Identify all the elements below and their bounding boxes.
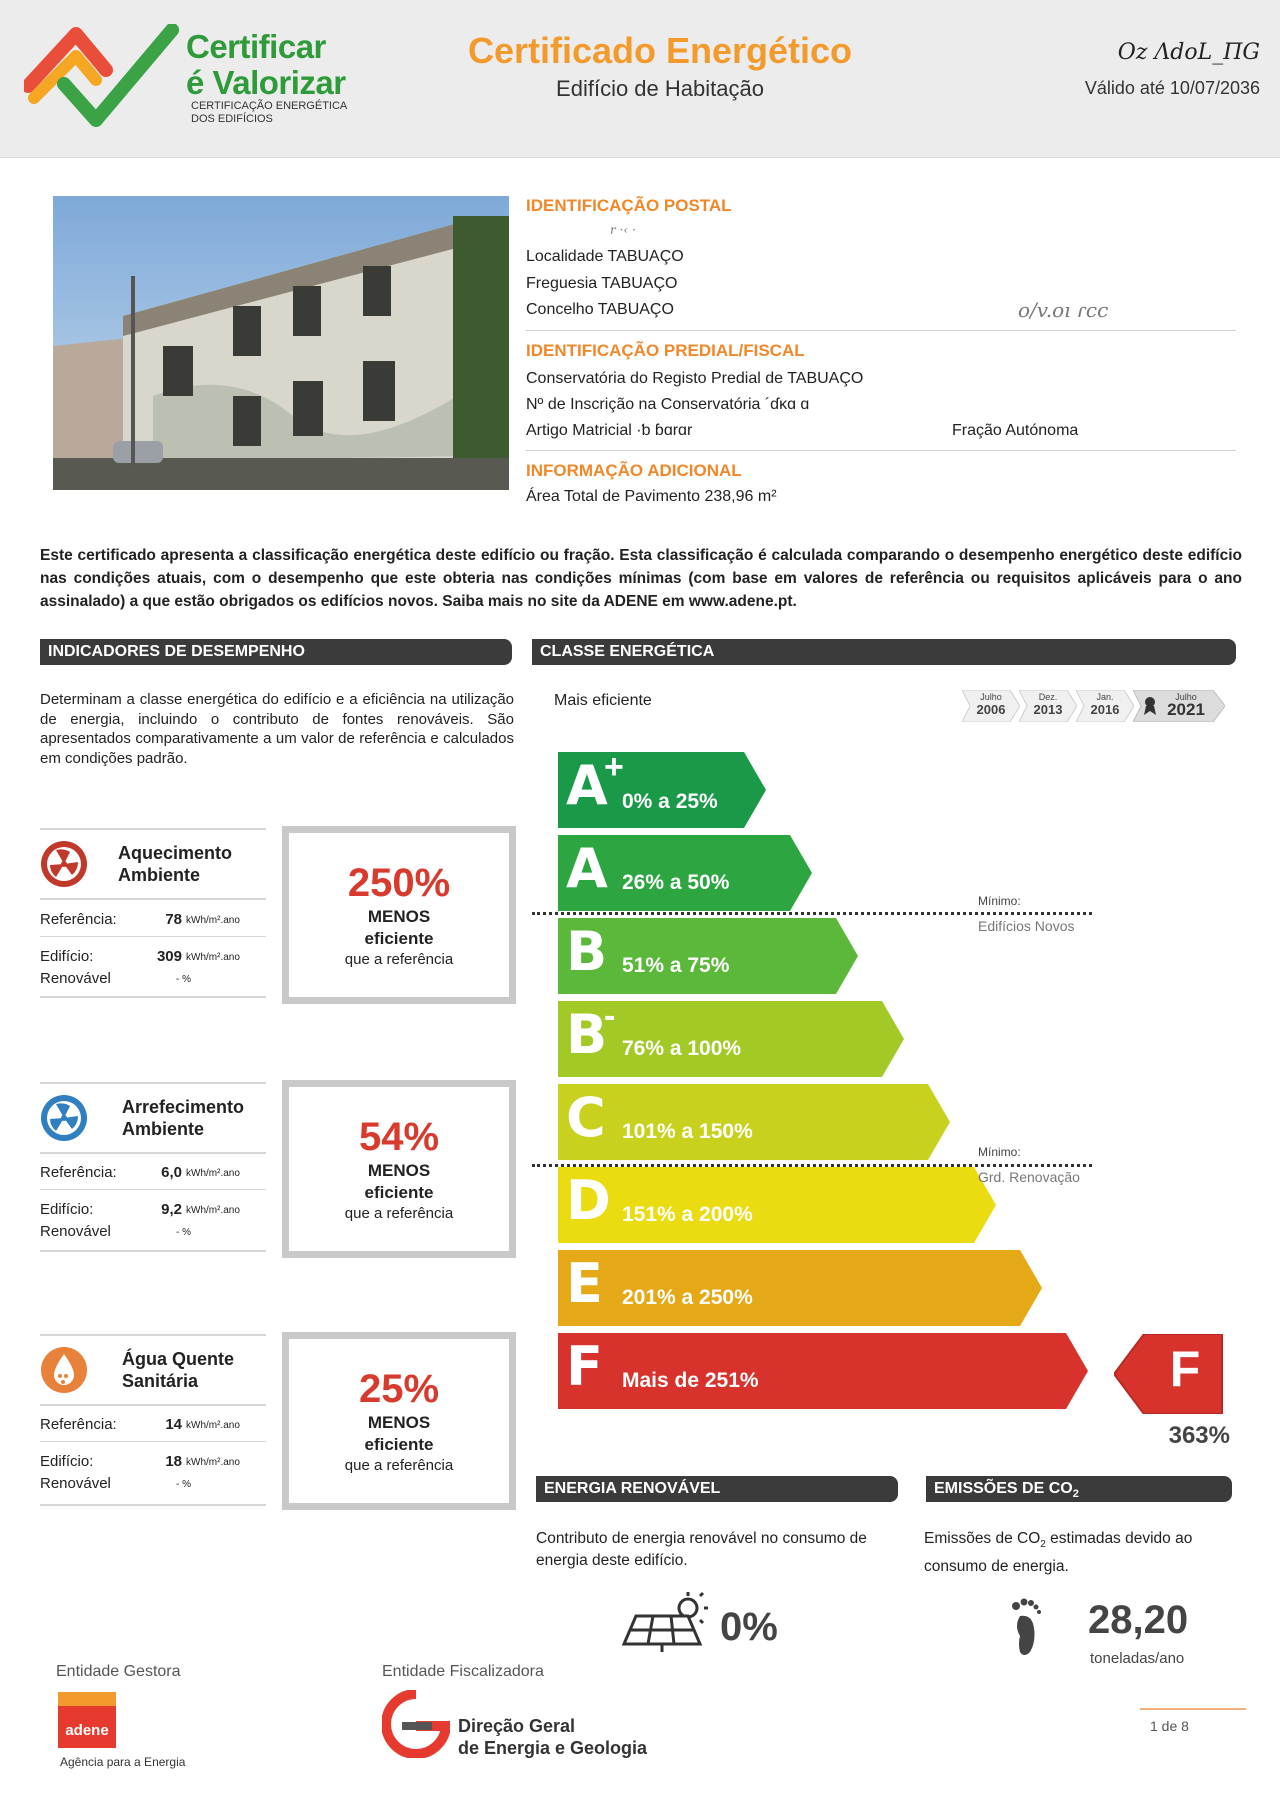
inscricao: Nº de Inscrição na Conservatória ´ɗĸɑ ɑ — [526, 396, 810, 413]
energy-class-range: 76% a 100% — [622, 1037, 742, 1060]
co2-unit: toneladas/ano — [1090, 1650, 1185, 1667]
certificate-number: Oz ΛdoL_ΠG — [1117, 40, 1260, 65]
gestora-label: Entidade Gestora — [56, 1663, 181, 1680]
artigo-matricial: Artigo Matricial ·ƅ ɓɑrɑr — [526, 422, 693, 439]
co2-value: 28,20 — [1088, 1598, 1189, 1642]
valid-until: Válido até 10/07/2036 — [1084, 78, 1260, 98]
cooling-result-box: 54% MENOS eficiente que a referência — [282, 1080, 516, 1258]
min-renovation-line — [532, 1164, 1092, 1167]
heating-fan-icon — [40, 840, 88, 888]
indicators-header: INDICADORES DE DESEMPENHO — [40, 639, 512, 665]
energy-class-c — [558, 1084, 950, 1160]
energy-class-arrow — [558, 1084, 950, 1160]
energy-class-letter: B — [566, 1003, 608, 1066]
energy-class-modifier: - — [604, 997, 616, 1035]
water-drop-icon — [40, 1346, 88, 1394]
energy-class-e — [558, 1250, 1042, 1326]
energy-class-range: 101% a 150% — [622, 1120, 753, 1143]
more-efficient-label: Mais eficiente — [554, 692, 652, 709]
min-new-buildings-label: Edifícios Novos — [978, 918, 1075, 934]
energy-class-range: 201% a 250% — [622, 1286, 753, 1309]
indicators-description: Determinam a classe energética do edifício e a eficiência na utilização de energia, incluindo o contributo de fontes renováveis. São apresentados comparativamente a um valor de referência e calculados em condições padrão. — [40, 691, 514, 767]
energy-class-letter: B — [566, 920, 608, 983]
heating-result-pct: 250% — [347, 861, 451, 905]
energy-class-range: 0% a 25% — [622, 790, 718, 813]
energy-class-letter: F — [566, 1335, 603, 1398]
adene-logo: adene — [58, 1692, 116, 1748]
water-result-pct: 25% — [358, 1367, 440, 1411]
result-class-pct: 363% — [1168, 1422, 1230, 1449]
certificar-logo — [24, 24, 364, 134]
energy-class-letter: E — [566, 1252, 603, 1315]
cooling-building: 9,2 — [161, 1201, 182, 1218]
logo-line1: Certificar — [186, 28, 326, 65]
year-tab-2013: Dez. 2013 — [1019, 690, 1077, 722]
dgeg-logo-icon — [382, 1690, 450, 1758]
renewable-description: Contributo de energia renovável no consumo de energia deste edifício. — [536, 1530, 867, 1569]
logo-sub2: DOS EDIFÍCIOS — [191, 113, 273, 125]
energy-class-f — [558, 1333, 1088, 1409]
freguesia: Freguesia TABUAÇO — [526, 275, 678, 292]
heating-result-box: 250% MENOS eficiente que a referência — [282, 826, 516, 1004]
energy-class-letter: D — [566, 1169, 611, 1232]
adicional-title: INFORMAÇÃO ADICIONAL — [526, 461, 742, 480]
cooling-reference: 6,0 — [161, 1164, 182, 1181]
energy-class-range: 151% a 200% — [622, 1203, 753, 1226]
result-class-marker — [1114, 1334, 1224, 1414]
energy-class-a — [558, 835, 812, 911]
energy-class-b — [558, 918, 858, 994]
energy-class-modifier: + — [604, 748, 624, 786]
energy-class-b-minus — [558, 997, 904, 1077]
footprint-icon — [1006, 1596, 1046, 1660]
document-title: Certificado Energético — [467, 30, 853, 71]
heating-reference: 78 — [165, 911, 182, 928]
water-building: 18 — [165, 1453, 182, 1470]
building-photo — [53, 196, 509, 490]
co2-description: Emissões de $CO_2$ estimadas devido ao consumo de energia. — [924, 1530, 1193, 1576]
area-total: Área Total de Pavimento 238,96 m² — [526, 488, 777, 505]
localidade: Localidade TABUAÇO — [526, 248, 684, 265]
dgeg-line1: Direção Geral — [458, 1716, 576, 1736]
postal-title: IDENTIFICAÇÃO POSTAL — [526, 196, 732, 215]
energy-class-letter: C — [566, 1086, 606, 1149]
logo-line2: é Valorizar — [186, 64, 346, 101]
year-tab-2016: Jan. 2016 — [1076, 690, 1134, 722]
energy-class-range: 26% a 50% — [622, 871, 730, 894]
solar-panel-icon — [622, 1590, 718, 1654]
energy-class-letter: A — [566, 754, 608, 817]
concelho: Concelho TABUAÇO — [526, 301, 674, 318]
fracao-autonoma: Fração Autónoma — [952, 422, 1079, 439]
intro-text: Este certificado apresenta a classificação energética deste edifício ou fração. Esta classificação é calculada comparando o desempenho energético deste edifício nas condições atuais, com o desempenho que este obteria nas condições mínimas (com base em valores de referência ou requisitos aplicáveis para o ano assinalado) a que estão obrigados os edifícios novos. Saiba mais no site da ADENE em www.adene.pt. — [40, 547, 1242, 610]
postal-code: o/v.oı ɾcc — [1018, 298, 1109, 322]
page-number: 1 de 8 — [1150, 1718, 1189, 1734]
certificate-page: Certificar é Valorizar CERTIFICAÇÃO ENERGÉTICA DOS EDIFÍCIOS Certificado Energético Edifício de Habitação Oz ΛdoL_ΠG Válido até 10/07/2036 IDENTIFICAÇÃO POSTAL r ·‹ · Localidade TABUAÇO Freguesia TABUAÇO Concelho TABUAÇO o/v.oı ɾcc IDENTIFICAÇÃO PREDIAL/FISCAL Conservatória do Registo Predial de TABUAÇO Nº de Inscrição na Conservatória ´ɗĸɑ ɑ Artigo Matricial ·ƅ ɓɑrɑr Fração Autónoma INFORMAÇÃO ADICIONAL Área Total de Pavimento 238,96 m² Este certificado apresenta a classificação energética deste edifício ou fração. Esta classificação é calculada comparando o desempenho energético deste edifício nas condições atuais, com o desempenho que este obteria nas condições mínimas (com base em valores de referência ou requisitos aplicáveis para o ano assinalado) a que estão obrigados os edifícios novos. Saiba mais no site da ADENE em www.adene.pt. INDICADORES DE DESEMPENHO CLASSE ENERGÉTICA Determinam a classe energética do edifício e a eficiência na utilização de energia, incluindo o contributo de fontes renováveis. São apresentados comparativamente a um valor de referência e calculados em condições padrão. Aquecimento Ambiente Referência: 78 kWh/m².ano Edifício: 309 kWh/m².ano Renovável - % 250% MENOS eficiente que a referência Arrefecimento Ambiente Referência: 6,0 kWh/m².ano Edifício: 9,2 kWh/m².ano Renovável - % 54% MENOS eficiente que a referência Água Quente Sanitária Referência: 14 kWh/m².ano Edifício: 18 kWh/m².ano Renovável - % 25% MENOS eficiente que a referência Mais eficiente Julho 2006 Dez. 2013 Jan. 2016 Julho 2021 A + 0% a 25% A 26% a 50% B 51% a 75% B - 76% a 100% C 101% a 150% D 151% a 200% E 201% a 250% F Mais de 251% Mínimo: Edifícios Novos Mínimo: Grd. Renovação F 363% ENERGIA RENOVÁVEL Contributo de energia renovável no consumo de energia deste edifício. 0% EMISSÕES DE $CO_2$ Emissões de $CO_2$ estimadas devido ao consumo de energia. 28,20 toneladas/ano Entidade Gestora adene Agência para a Energia Entidade Fiscalizadora Direção Geral de Energia e Geologia 1 de 8 — [0, 0, 1280, 1813]
result-class-letter: F — [1169, 1341, 1201, 1397]
checkmark-logo-icon — [24, 24, 184, 134]
heating-building: 309 — [156, 948, 182, 965]
energy-class-a-plus — [558, 748, 766, 828]
energy-class-range: 51% a 75% — [622, 954, 730, 977]
adene-subtitle: Agência para a Energia — [60, 1755, 186, 1769]
cooling-fan-icon — [40, 1094, 88, 1142]
water-reference: 14 — [165, 1416, 182, 1433]
year-tab-2021-active: Julho 2021 — [1133, 690, 1225, 722]
renewable-header: ENERGIA RENOVÁVEL — [536, 1476, 898, 1502]
energy-class-range: Mais de 251% — [622, 1369, 759, 1392]
energy-class-header: CLASSE ENERGÉTICA — [532, 639, 1236, 665]
energy-class-letter: A — [566, 837, 608, 900]
postal-address: r ·‹ · — [610, 223, 636, 237]
renewable-value: 0% — [720, 1605, 778, 1649]
co2-header: EMISSÕES DE $CO_2$ — [926, 1476, 1232, 1502]
energy-class-d — [558, 1167, 996, 1243]
dgeg-line2: de Energia e Geologia — [458, 1738, 648, 1758]
fiscalizadora-label: Entidade Fiscalizadora — [382, 1663, 544, 1680]
divider — [526, 450, 1236, 451]
document-subtitle: Edifício de Habitação — [556, 76, 764, 101]
water-result-box: 25% MENOS eficiente que a referência — [282, 1332, 516, 1510]
min-new-buildings-line — [532, 912, 1092, 915]
predial-title: IDENTIFICAÇÃO PREDIAL/FISCAL — [526, 341, 805, 360]
conservatoria: Conservatória do Registo Predial de TABUAÇO — [526, 370, 864, 387]
divider — [526, 330, 1236, 331]
year-tab-2006: Julho 2006 — [962, 690, 1020, 722]
min-renovation-label: Grd. Renovação — [978, 1169, 1080, 1185]
logo-sub1: CERTIFICAÇÃO ENERGÉTICA — [191, 100, 348, 112]
header — [0, 0, 1280, 158]
cooling-result-pct: 54% — [358, 1115, 440, 1159]
